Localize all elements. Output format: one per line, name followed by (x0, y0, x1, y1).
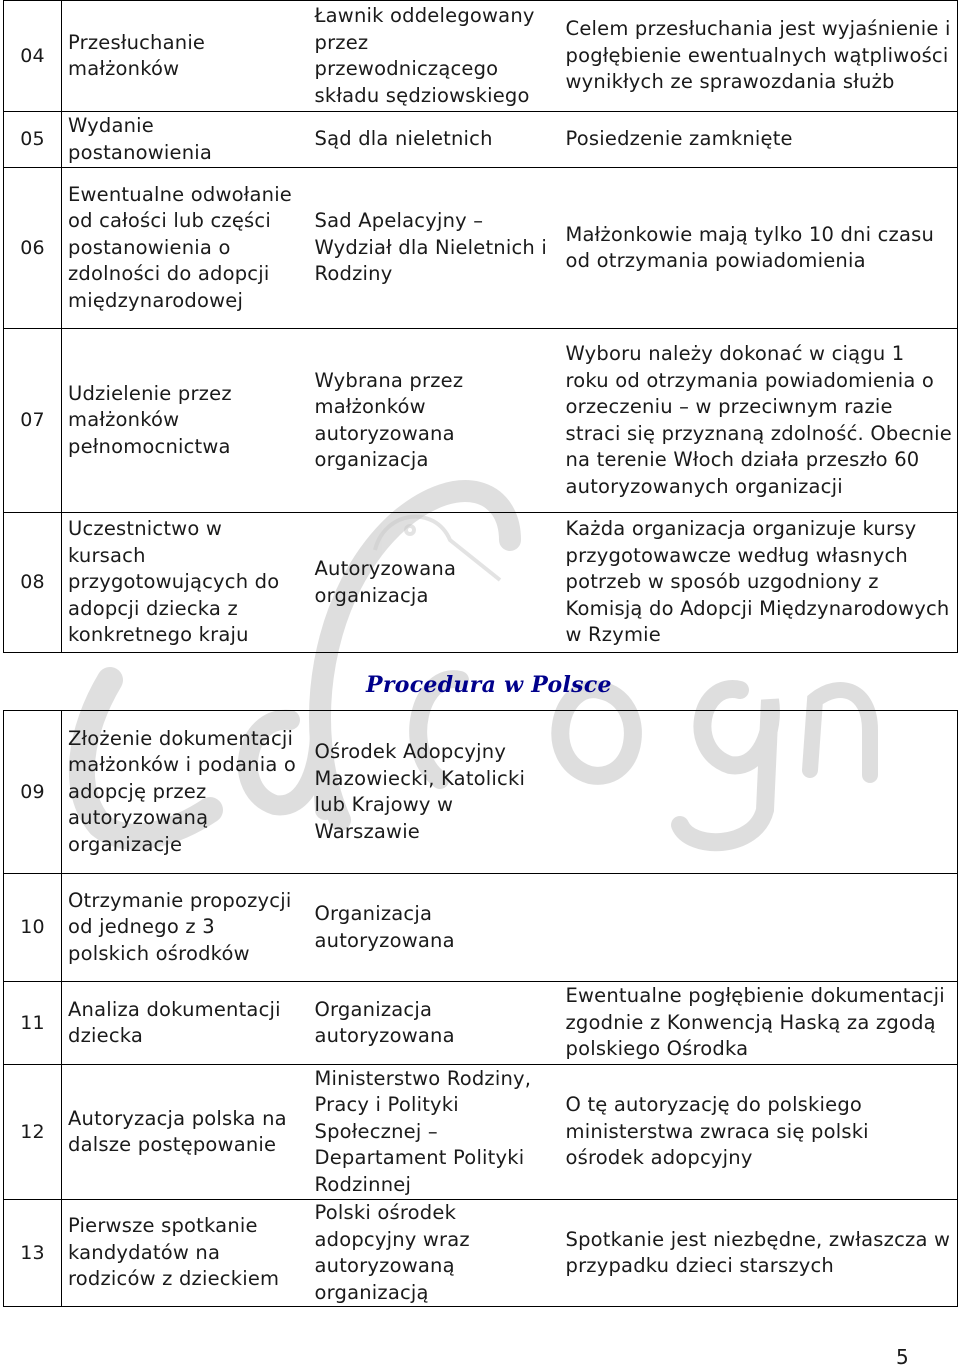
step-note (553, 874, 958, 982)
table-row (4, 1065, 958, 1200)
step-note (553, 711, 958, 874)
step-number: 08 (4, 513, 62, 653)
step-note: Małżonkowie mają tylko 10 dni czasu od otrzymania powiadomienia (553, 168, 958, 329)
step-note: Spotkanie jest niezbędne, zwłaszcza w przypadku dzieci starszych (553, 1200, 958, 1307)
step-action: Złożenie dokumentacji małżonków i podania o adopcję przez autoryzowaną organizacje (62, 711, 303, 874)
table-row (4, 329, 958, 513)
step-number: 07 (4, 329, 62, 513)
italy-procedure-table (3, 0, 958, 653)
step-action: Ewentualne odwołanie od całości lub części postanowienia o zdolności do adopcji międzynarodowej (62, 168, 303, 329)
step-number: 05 (4, 112, 62, 168)
step-entity: Organizacja autoryzowana (303, 982, 553, 1065)
step-note: Wyboru należy dokonać w ciągu 1 roku od otrzymania powiadomienia o orzeczeniu – w przeciwnym razie straci się przyznaną zdolność. Obecnie na terenie Włoch działa przeszło 60 autoryzowanych organizacji (553, 329, 958, 513)
step-number: 04 (4, 1, 62, 112)
step-note: Ewentualne pogłębienie dokumentacji zgodnie z Konwencją Haską za zgodą polskiego Ośrodka (553, 982, 958, 1065)
step-note: O tę autoryzację do polskiego ministerstwa zwraca się polski ośrodek adopcyjny (553, 1065, 958, 1200)
step-action: Udzielenie przez małżonków pełnomocnictwa (62, 329, 303, 513)
step-entity: Ławnik oddelegowany przez przewodniczącego składu sędziowskiego (303, 1, 553, 112)
step-action: Wydanie postanowienia (62, 112, 303, 168)
step-entity: Autoryzowana organizacja (303, 513, 553, 653)
table-row (4, 513, 958, 653)
poland-procedure-table (3, 710, 958, 1307)
table-row (4, 112, 958, 168)
step-entity: Wybrana przez małżonków autoryzowana organizacja (303, 329, 553, 513)
step-action: Przesłuchanie małżonków (62, 1, 303, 112)
page-number: 5 (896, 1345, 909, 1369)
table-row (4, 1200, 958, 1307)
step-entity: Sad Apelacyjny – Wydział dla Nieletnich i Rodziny (303, 168, 553, 329)
step-note: Posiedzenie zamknięte (553, 112, 958, 168)
step-action: Pierwsze spotkanie kandydatów na rodziców z dzieckiem (62, 1200, 303, 1307)
step-entity: Sąd dla nieletnich (303, 112, 553, 168)
table-row (4, 168, 958, 329)
step-number: 12 (4, 1065, 62, 1200)
step-action: Uczestnictwo w kursach przygotowujących do adopcji dziecka z konkretnego kraju (62, 513, 303, 653)
step-action: Autoryzacja polska na dalsze postępowanie (62, 1065, 303, 1200)
step-entity: Organizacja autoryzowana (303, 874, 553, 982)
table-row (4, 982, 958, 1065)
step-number: 10 (4, 874, 62, 982)
table-row (4, 711, 958, 874)
step-number: 13 (4, 1200, 62, 1307)
step-note: Każda organizacja organizuje kursy przygotowawcze według własnych potrzeb w sposób uzgodniony z Komisją do Adopcji Międzynarodowych w Rzymie (553, 513, 958, 653)
table-row (4, 1, 958, 112)
step-action: Analiza dokumentacji dziecka (62, 982, 303, 1065)
step-number: 06 (4, 168, 62, 329)
step-entity: Ministerstwo Rodziny, Pracy i Polityki Społecznej – Departament Polityki Rodzinnej (303, 1065, 553, 1200)
step-number: 11 (4, 982, 62, 1065)
table-row (4, 874, 958, 982)
step-entity: Ośrodek Adopcyjny Mazowiecki, Katolicki lub Krajowy w Warszawie (303, 711, 553, 874)
step-number: 09 (4, 711, 62, 874)
step-note: Celem przesłuchania jest wyjaśnienie i pogłębienie ewentualnych wątpliwości wynikłych ze sprawozdania służb (553, 1, 958, 112)
section-title-poland: Procedura w Polsce (366, 672, 612, 698)
step-entity: Polski ośrodek adopcyjny wraz autoryzowaną organizacją (303, 1200, 553, 1307)
step-action: Otrzymanie propozycji od jednego z 3 polskich ośrodków (62, 874, 303, 982)
